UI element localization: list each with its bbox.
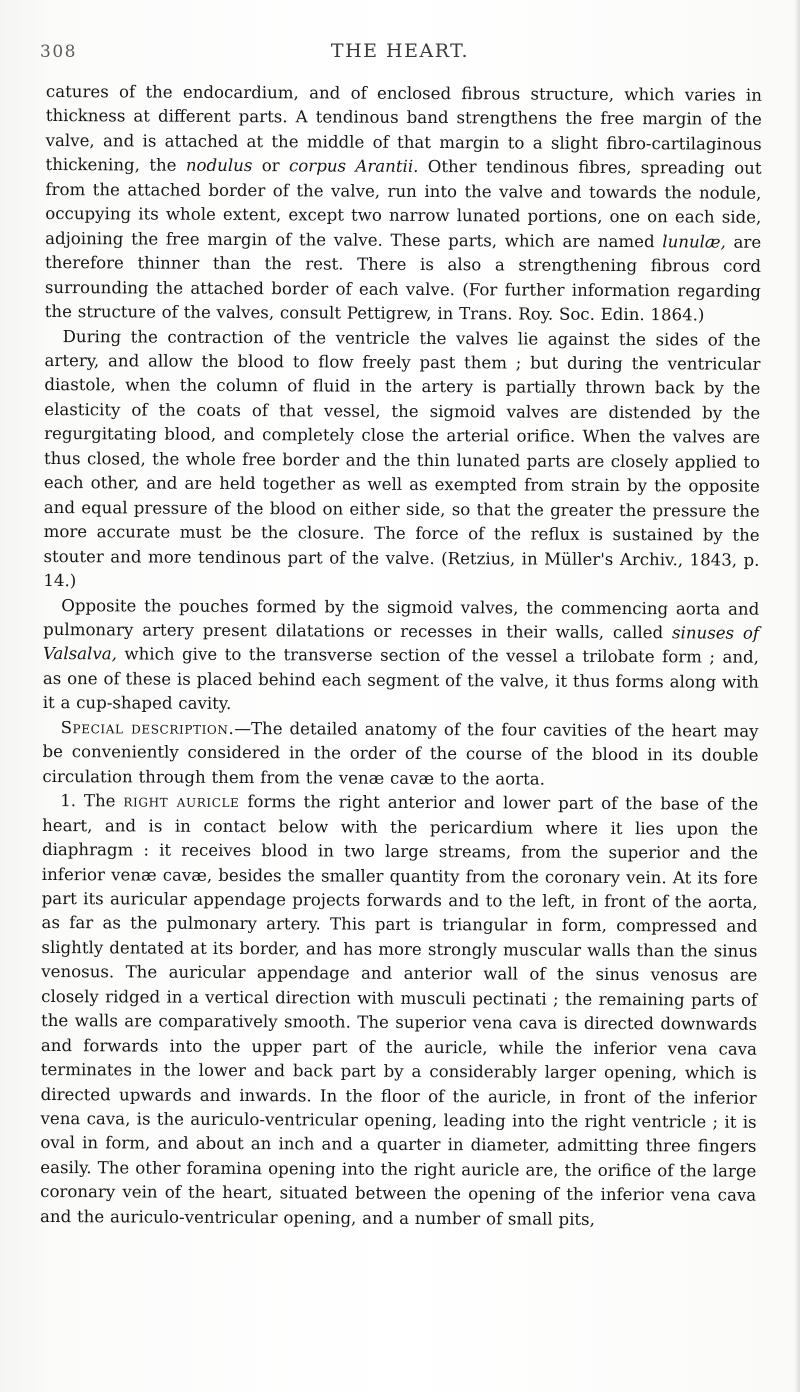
text-run: forms the right anterior and lower part of the base of the heart, and is in contact below with the pericardium where it lies upon the diaphragm : it receives blood in two large streams, from the superior and the inferior venæ cavæ, besides the smaller quantity from the coronary vein. At its fore part its auricular appendage projects forwards and to the left, in front of the aorta, as far as the pulmonary artery. This part is triangular in form, compressed and slightly dentated at its border, and has more strongly muscular walls than the sinus venosus. The auricular appendage and anterior wall of the sinus venosus are closely ridged in a vertical direction with musculi pectinati ; the remaining parts of the walls are comparatively smooth. The superior vena cava is directed downwards and forwards into the upper part of the auricle, while the inferior vena cava terminates in the lower and back part by a considerably larger opening, which is directed upwards and inwards. In the floor of the auricle, in front of the inferior vena cava, is the auriculo-ventricular opening, leading into the right ventricle ; it is oval in form, and about an inch and a quarter in diameter, admitting three fingers easily. The other foramina opening into the right auricle are, the orifice of the large coronary vein of the heart, situated between the opening of the inferior vena cava and the auriculo-ventricular opening, and a number of small pits, [40, 792, 759, 1229]
italic-term: lunulæ, [662, 231, 726, 252]
running-title: THE HEART. [330, 40, 470, 62]
text-run: Opposite the pouches formed by the sigmoid valves, the commencing aorta and pulmonary artery present dilatations or recesses in their walls, called [43, 595, 760, 643]
paragraph-special-description [42, 716, 758, 793]
italic-term: sinuses of Valsalva, [42, 623, 760, 664]
text-run: catures of the endocardium, and of enclosed fibrous structure, which varies in thickness at different parts. A tendinous band strengthens the free margin of the valve, and is attached at the middle of that margin to a slight fibro-cartilaginous thickening, the [45, 81, 762, 176]
paragraph-valve-action [43, 325, 760, 598]
italic-term: corpus Arantii. [288, 156, 419, 177]
paragraph-right-auricle [40, 789, 758, 1233]
section-heading: right auricle [123, 791, 240, 812]
text-run: are therefore thinner than the rest. There is also a strengthening fibrous cord surrounding the attached border of each valve. (For further information regarding the structure of the valves, consult Pettigrew, in Trans. Roy. Soc. Edin. 1864.) [44, 232, 762, 325]
text-run: which give to the transverse section of the vessel a trilobate form ; and, as one of these is placed behind each segment of the valve, it thus forms along with it a cup-shaped cavity. [42, 644, 760, 714]
section-number: 1. The [60, 791, 124, 811]
body-text [40, 80, 762, 1233]
paragraph-valve-structure [45, 80, 762, 328]
section-heading: Special description. [60, 717, 235, 738]
page-number: 308 [40, 42, 77, 62]
text-run: During the contraction of the ventricle the valves lie against the sides of the artery, and allow the blood to flow freely past them ; but during the ventricular diastole, when the column of fluid in the artery is partially thrown back by the elasticity of the coats of that vessel, the sigmoid valves are distended by the regurgitating blood, and completely close the arterial orifice. When the valves are thus closed, the whole free border and the thin lunated parts are closely applied to each other, and are held together as well as exempted from strain by the opposite and equal pressure of the blood on either side, so that the greater the pressure the more accurate must be the closure. The force of the reflux is sustained by the stouter and more tendinous part of the valve. (Retzius, in Müller's Archiv., 1843, p. 14.) [43, 326, 761, 591]
text-run: or [252, 156, 290, 176]
page-header [40, 38, 760, 72]
page-edge-shadow [794, 0, 800, 1392]
italic-term: nodulus [185, 156, 253, 176]
paragraph-sinuses [43, 594, 760, 720]
text-run: —The detailed anatomy of the four cavities of the heart may be conveniently considered in the order of the course of the blood in its double circulation through them from the venæ cavæ to the aorta. [42, 718, 759, 789]
text-run: Other tendinous fibres, spreading out from the attached border of the valve, run into the valve and towards the nodule, occupying its whole extent, except two narrow lunated portions, one on each side, adjoining the free margin of the valve. These parts, which are named [45, 157, 762, 251]
